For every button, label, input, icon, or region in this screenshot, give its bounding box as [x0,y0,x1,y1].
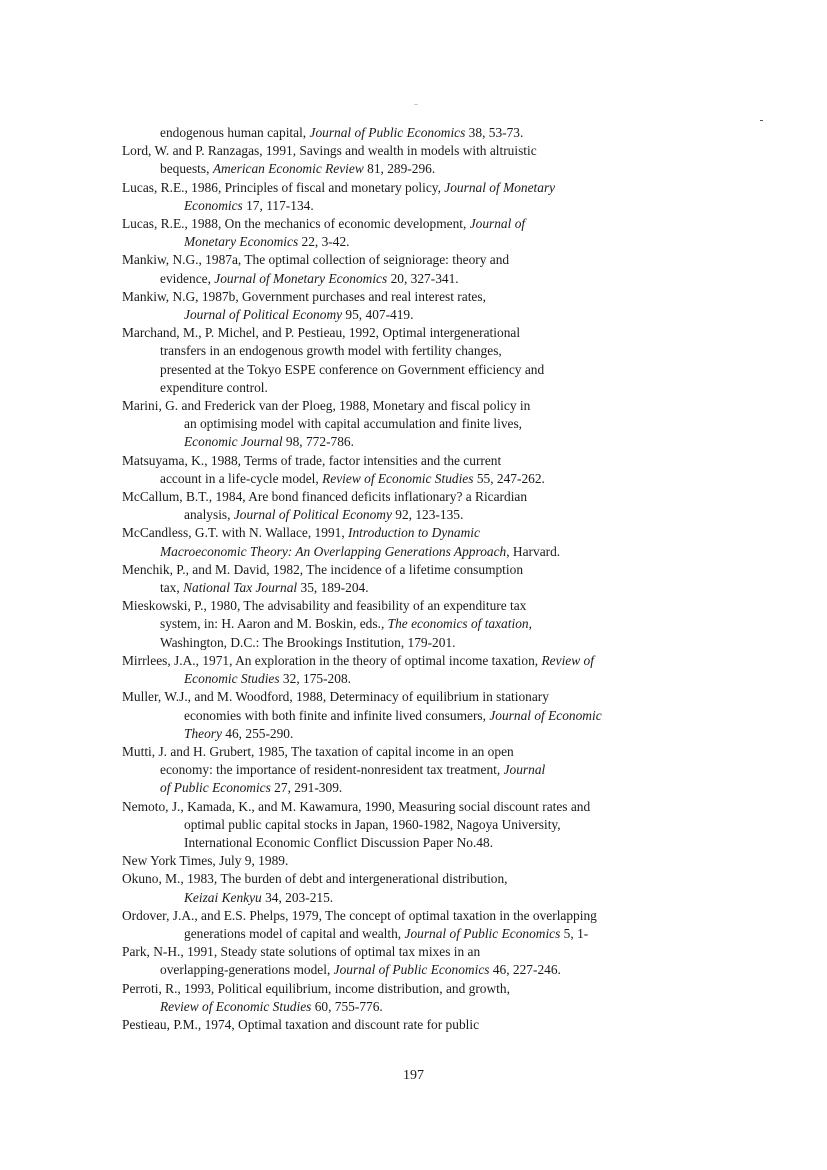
reference-line [122,415,732,433]
reference-line [122,142,732,160]
reference-italic-text: Keizai Kenkyu [184,889,262,905]
reference-line [122,288,732,306]
reference-italic-text: Monetary Economics [184,234,299,250]
reference-line [122,524,732,542]
reference-line [122,670,732,688]
reference-line [122,652,732,670]
reference-line [122,943,732,961]
reference-line [122,907,732,925]
reference-entry [122,688,732,743]
reference-list [122,124,732,1034]
reference-text: presented at the Tokyo ESPE conference on Government efficiency and [160,361,545,377]
reference-text: Mieskowski, P., 1980, The advisability and feasibility of an expenditure tax [122,598,527,614]
reference-text: 5, 1- [560,925,589,941]
reference-italic-text: of Public Economics [160,780,271,796]
reference-entry [122,524,732,560]
reference-text: 17, 117-134. [242,197,314,213]
reference-text: Lord, W. and P. Ranzagas, 1991, Savings and wealth in models with altruistic [122,143,537,159]
reference-line [122,980,732,998]
scan-artifact: .. [414,98,418,107]
reference-entry [122,798,732,853]
reference-italic-text: Journal of Political Economy [184,307,343,323]
reference-line [122,961,732,979]
reference-text: Ordover, J.A., and E.S. Phelps, 1979, The concept of optimal taxation in the overlapping [122,907,597,923]
reference-line [122,925,732,943]
reference-text: Mankiw, N.G, 1987b, Government purchases and real interest rates, [122,288,486,304]
reference-text: 81, 289-296. [363,161,436,177]
reference-line [122,342,732,360]
reference-italic-text: Journal of Monetary Economics [214,270,388,286]
reference-text: New York Times, July 9, 1989. [122,853,289,869]
reference-text: Marini, G. and Frederick van der Ploeg, 1988, Monetary and fiscal policy in [122,398,531,414]
reference-text: McCandless, G.T. with N. Wallace, 1991, [122,525,349,541]
reference-italic-text: The economics of taxation, [387,616,532,632]
scan-mark [760,120,763,121]
reference-line [122,197,732,215]
reference-line [122,707,732,725]
reference-text: economy: the importance of resident-nonresident tax treatment, [160,762,504,778]
reference-line [122,579,732,597]
reference-text: Perroti, R., 1993, Political equilibrium, income distribution, and growth, [122,980,510,996]
reference-line [122,761,732,779]
reference-entry [122,652,732,688]
reference-text: transfers in an endogenous growth model with fertility changes, [160,343,502,359]
reference-entry [122,179,732,215]
reference-entry [122,142,732,178]
reference-text: generations model of capital and wealth, [184,925,405,941]
reference-line [122,798,732,816]
reference-line [122,251,732,269]
reference-text: 22, 3-42. [298,234,350,250]
reference-line [122,597,732,615]
reference-italic-text: American Economic Review [212,161,364,177]
reference-text: Mirrlees, J.A., 1971, An exploration in the theory of optimal income taxation, [122,652,542,668]
reference-line [122,270,732,288]
reference-line [122,470,732,488]
reference-italic-text: National Tax Journal [183,580,298,596]
reference-text: Lucas, R.E., 1988, On the mechanics of economic development, [122,216,470,232]
reference-text: account in a life-cycle model, [160,470,323,486]
reference-text: 32, 175-208. [279,671,351,687]
reference-text: 20, 327-341. [387,270,459,286]
reference-text: 60, 755-776. [311,998,383,1014]
reference-italic-text: Introduction to Dynamic [348,525,480,541]
reference-text: system, in: H. Aaron and M. Boskin, eds., [160,616,388,632]
reference-text: Mutti, J. and H. Grubert, 1985, The taxation of capital income in an open [122,743,514,759]
reference-entry [122,288,732,324]
reference-line [122,816,732,834]
reference-entry [122,324,732,397]
reference-text: bequests, [160,161,213,177]
reference-text: analysis, [184,507,234,523]
reference-line [122,324,732,342]
reference-text: 46, 255-290. [221,725,294,741]
reference-text: Matsuyama, K., 1988, Terms of trade, factor intensities and the current [122,452,502,468]
reference-text: overlapping-generations model, [160,962,334,978]
reference-entry [122,943,732,979]
reference-italic-text: Journal of [469,216,526,232]
reference-text: Menchik, P., and M. David, 1982, The incidence of a lifetime consumption [122,561,524,577]
reference-entry [122,743,732,798]
reference-line [122,233,732,251]
reference-line [122,561,732,579]
reference-italic-text: Review of Economic Studies [322,470,474,486]
reference-line [122,725,732,743]
reference-entry [122,980,732,1016]
reference-text: Marchand, M., P. Michel, and P. Pestieau, 1992, Optimal intergenerational [122,325,521,341]
reference-line [122,397,732,415]
reference-line [122,998,732,1016]
reference-entry [122,907,732,943]
reference-italic-text: Journal of Public Economics [333,962,490,978]
reference-italic-text: Economic Journal [184,434,283,450]
reference-entry [122,852,732,870]
reference-line [122,215,732,233]
reference-line [122,506,732,524]
reference-line [122,1016,732,1034]
reference-italic-text: Journal of Political Economy [233,507,392,523]
reference-text: McCallum, B.T., 1984, Are bond financed deficits inflationary? a Ricardian [122,489,528,505]
reference-entry [122,597,732,652]
reference-text: Park, N-H., 1991, Steady state solutions of optimal tax mixes in an [122,944,481,960]
reference-text: tax, [160,580,184,596]
reference-entry [122,452,732,488]
reference-italic-text: Theory [184,725,222,741]
reference-text: Lucas, R.E., 1986, Principles of fiscal and monetary policy, [122,179,445,195]
reference-line [122,543,732,561]
reference-text: Nemoto, J., Kamada, K., and M. Kawamura, 1990, Measuring social discount rates and [122,798,591,814]
reference-line [122,743,732,761]
reference-line [122,124,732,142]
reference-text: 95, 407-419. [342,307,414,323]
reference-text: 34, 203-215. [261,889,334,905]
reference-line [122,179,732,197]
reference-text: 27, 291-309. [270,780,343,796]
reference-text: 92, 123-135. [391,507,464,523]
reference-text: expenditure control. [160,379,268,395]
reference-entry [122,870,732,906]
reference-line [122,361,732,379]
reference-line [122,870,732,888]
reference-entry [122,397,732,452]
reference-line [122,488,732,506]
reference-line [122,615,732,633]
reference-entry [122,124,732,142]
reference-text: evidence, [160,270,215,286]
reference-text: , Harvard. [506,543,561,559]
reference-text: Muller, W.J., and M. Woodford, 1988, Determinacy of equilibrium in stationary [122,689,549,705]
reference-text: 55, 247-262. [473,470,545,486]
reference-italic-text: Journal of Economic [489,707,602,723]
reference-line [122,852,732,870]
reference-entry [122,215,732,251]
reference-text: Okuno, M., 1983, The burden of debt and intergenerational distribution, [122,871,508,887]
reference-line [122,834,732,852]
reference-text: 35, 189-204. [297,580,369,596]
reference-line [122,688,732,706]
reference-text: Pestieau, P.M., 1974, Optimal taxation and discount rate for public [122,1016,480,1032]
reference-text: Washington, D.C.: The Brookings Institution, 179-201. [160,634,456,650]
reference-line [122,160,732,178]
reference-italic-text: Economics [184,197,243,213]
reference-line [122,779,732,797]
reference-entry [122,1016,732,1034]
reference-text: Mankiw, N.G., 1987a, The optimal collection of seigniorage: theory and [122,252,510,268]
reference-text: 46, 227-246. [489,962,561,978]
reference-line [122,379,732,397]
reference-text: economies with both finite and infinite lived consumers, [184,707,490,723]
reference-text: 38, 53-73. [465,125,524,140]
reference-italic-text: Journal of Public Economics [404,925,561,941]
reference-italic-text: Review of Economic Studies [160,998,312,1014]
reference-italic-text: Review of [541,652,594,668]
reference-line [122,634,732,652]
reference-entry [122,561,732,597]
reference-text: endogenous human capital, [160,125,310,140]
reference-italic-text: Journal of Public Economics [309,125,466,140]
page-number: 197 [403,1068,424,1083]
reference-italic-text: Journal of Monetary [444,179,556,195]
reference-italic-text: Economic Studies [184,671,280,687]
reference-entry [122,488,732,524]
reference-line [122,889,732,907]
reference-line [122,452,732,470]
reference-text: 98, 772-786. [282,434,354,450]
reference-line [122,433,732,451]
reference-line [122,306,732,324]
reference-text: International Economic Conflict Discussion Paper No.48. [184,834,494,850]
reference-text: an optimising model with capital accumulation and finite lives, [184,416,523,432]
reference-entry [122,251,732,287]
reference-text: optimal public capital stocks in Japan, 1960-1982, Nagoya University, [184,816,561,832]
reference-italic-text: Journal [503,762,546,778]
reference-italic-text: Macroeconomic Theory: An Overlapping Generations Approach [160,543,507,559]
